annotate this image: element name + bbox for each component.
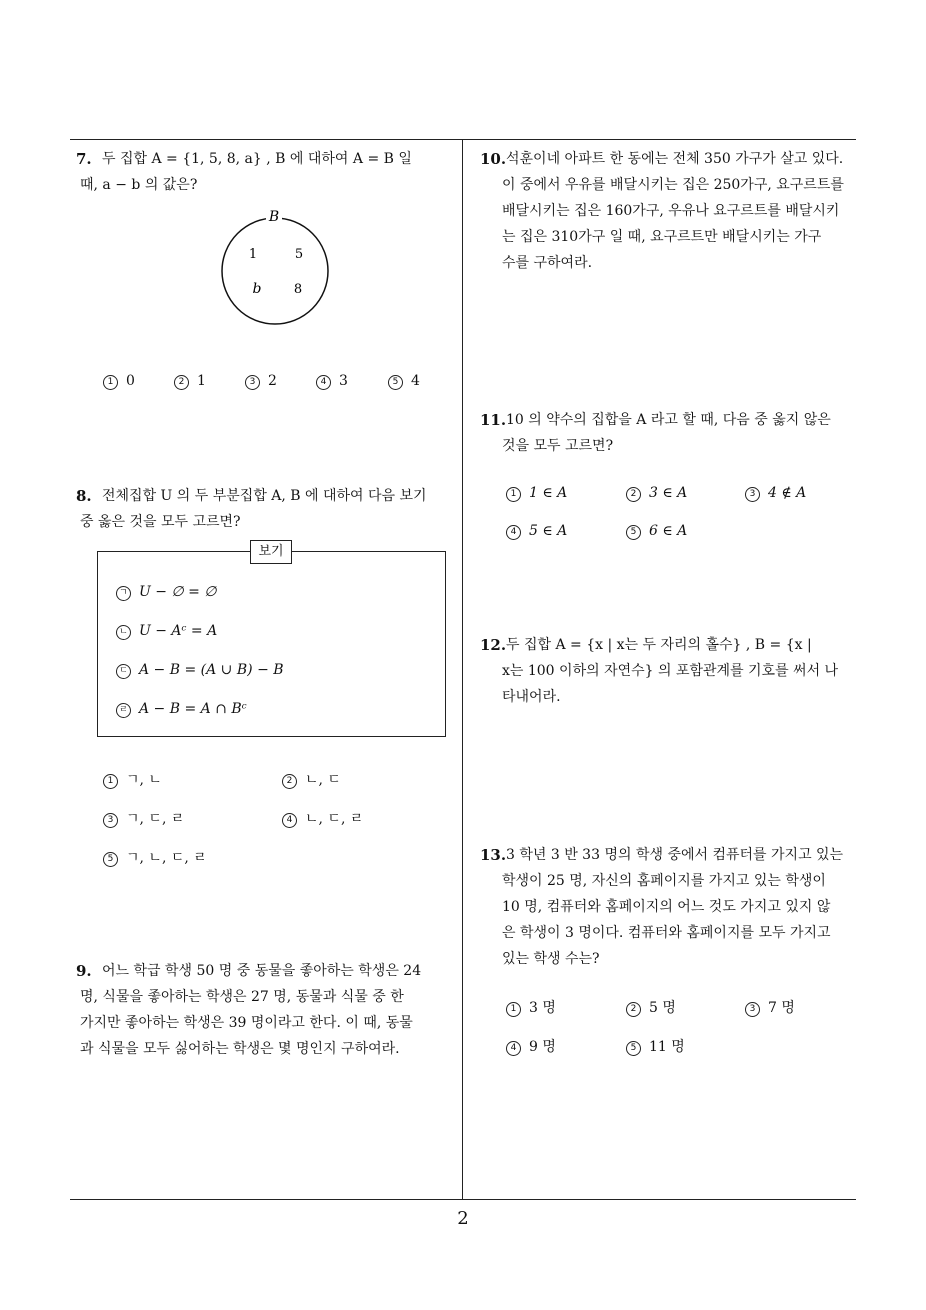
question-text-line: 것을 모두 고르면? xyxy=(502,438,614,454)
option-5[interactable] xyxy=(626,523,687,540)
venn-diagram xyxy=(210,205,340,330)
question-text-line: 어느 학급 학생 50 명 중 동물을 좋아하는 학생은 24 xyxy=(102,963,422,979)
item-text: U − Aᶜ = A xyxy=(139,623,218,639)
top-rule xyxy=(70,139,856,140)
question-text-line: 두 집합 A = {x | x는 두 자리의 홀수} , B = {x | xyxy=(506,637,812,653)
venn-element: 1 xyxy=(248,247,258,262)
option-1[interactable] xyxy=(103,769,162,789)
venn-element: b xyxy=(252,281,262,297)
option-5[interactable] xyxy=(103,847,207,867)
question-13 xyxy=(480,842,860,972)
option-marker: 5 xyxy=(626,525,641,540)
option-5[interactable] xyxy=(388,373,420,390)
option-3[interactable] xyxy=(103,808,184,828)
set-circle xyxy=(222,218,328,324)
option-marker: 2 xyxy=(626,1002,641,1017)
bottom-rule xyxy=(70,1199,856,1200)
question-text-line: 중 옳은 것을 모두 고르면? xyxy=(80,514,241,530)
option-marker: 1 xyxy=(103,774,118,789)
option-marker: 1 xyxy=(103,375,118,390)
option-marker: 2 xyxy=(282,774,297,789)
question-text-line: 10 명, 컴퓨터와 홈페이지의 어느 것도 가지고 있지 않 xyxy=(502,899,831,915)
option-marker: 4 xyxy=(506,525,521,540)
option-2[interactable] xyxy=(626,485,687,502)
question-text-line: 는 집은 310가구 일 때, 요구르트만 배달시키는 가구 xyxy=(502,229,822,245)
option-1[interactable] xyxy=(103,373,135,390)
option-value: 0 xyxy=(126,373,135,389)
question-text-line: 가지만 좋아하는 학생은 39 명이라고 한다. 이 때, 동물 xyxy=(80,1015,413,1031)
item-text: A − B = A ∩ Bᶜ xyxy=(139,701,247,717)
question-text-line: 때, a − b 의 값은? xyxy=(80,177,198,193)
example-item xyxy=(116,584,216,601)
option-marker: 5 xyxy=(103,852,118,867)
option-1[interactable] xyxy=(506,485,567,502)
question-text-line: 수를 구하여라. xyxy=(502,255,593,271)
option-value: ㄱ, ㄷ, ㄹ xyxy=(126,811,185,827)
option-marker: 1 xyxy=(506,1002,521,1017)
option-4[interactable] xyxy=(316,373,348,390)
question-number: 11. xyxy=(480,411,507,429)
option-marker: 1 xyxy=(506,487,521,502)
question-text-line: 명, 식물을 좋아하는 학생은 27 명, 동물과 식물 중 한 xyxy=(80,989,404,1005)
option-value: 5 ∈ A xyxy=(529,523,568,539)
option-marker: 5 xyxy=(626,1041,641,1056)
option-value: 1 ∈ A xyxy=(529,485,568,501)
option-3[interactable] xyxy=(745,485,806,502)
example-box-title: 보기 xyxy=(250,540,292,564)
option-marker: 4 xyxy=(282,813,297,828)
question-number: 7. xyxy=(76,150,92,168)
option-2[interactable] xyxy=(282,769,341,789)
option-marker: 3 xyxy=(245,375,260,390)
question-number: 10. xyxy=(480,150,507,168)
option-value: ㄱ, ㄴ xyxy=(126,772,162,788)
question-text-line: x는 100 이하의 자연수} 의 포함관계를 기호를 써서 나 xyxy=(502,663,839,679)
item-marker: ㄷ xyxy=(116,664,131,679)
question-text-line: 10 의 약수의 집합을 A 라고 할 때, 다음 중 옳지 않은 xyxy=(506,412,831,428)
question-text-line: 이 중에서 우유를 배달시키는 집은 250가구, 요구르트를 xyxy=(502,177,844,193)
page-number: 2 xyxy=(457,1208,469,1229)
option-4[interactable] xyxy=(282,808,363,828)
option-marker: 3 xyxy=(745,1002,760,1017)
question-text-line: 두 집합 A = {1, 5, 8, a} , B 에 대하여 A = B 일 xyxy=(102,151,412,167)
option-1[interactable] xyxy=(506,997,556,1017)
question-number: 8. xyxy=(76,487,92,505)
option-value: 11 명 xyxy=(649,1039,685,1055)
item-marker: ㄴ xyxy=(116,625,131,640)
option-value: 3 xyxy=(339,373,348,389)
question-9 xyxy=(76,958,456,1062)
question-number: 13. xyxy=(480,846,507,864)
example-item xyxy=(116,662,284,679)
option-value: 5 명 xyxy=(649,1000,676,1016)
option-value: 7 명 xyxy=(768,1000,795,1016)
option-2[interactable] xyxy=(174,373,206,390)
option-4[interactable] xyxy=(506,1036,556,1056)
item-marker: ㄹ xyxy=(116,703,131,718)
option-value: 6 ∈ A xyxy=(649,523,688,539)
option-3[interactable] xyxy=(745,997,795,1017)
option-value: 3 ∈ A xyxy=(649,485,688,501)
option-value: 4 xyxy=(411,373,420,389)
option-marker: 2 xyxy=(626,487,641,502)
item-text: U − ∅ = ∅ xyxy=(139,584,217,600)
question-text-line: 있는 학생 수는? xyxy=(502,951,600,967)
item-marker: ㄱ xyxy=(116,586,131,601)
option-marker: 4 xyxy=(506,1041,521,1056)
question-text-line: 학생이 25 명, 자신의 홈페이지를 가지고 있는 학생이 xyxy=(502,873,826,889)
option-marker: 2 xyxy=(174,375,189,390)
option-value: 3 명 xyxy=(529,1000,556,1016)
option-value: ㄱ, ㄴ, ㄷ, ㄹ xyxy=(126,850,207,866)
question-text-line: 과 식물을 모두 싫어하는 학생은 몇 명인지 구하여라. xyxy=(80,1041,400,1057)
question-text-line: 3 학년 3 반 33 명의 학생 중에서 컴퓨터를 가지고 있는 xyxy=(506,847,844,863)
option-value: ㄴ, ㄷ, ㄹ xyxy=(305,811,364,827)
option-marker: 3 xyxy=(745,487,760,502)
option-value: 1 xyxy=(197,373,206,389)
option-value: 9 명 xyxy=(529,1039,556,1055)
question-text-line: 배달시키는 집은 160가구, 우유나 요구르트를 배달시키 xyxy=(502,203,840,219)
venn-element: 8 xyxy=(293,282,303,297)
question-text-line: 석훈이네 아파트 한 동에는 전체 350 가구가 살고 있다. xyxy=(506,151,844,167)
option-value: ㄴ, ㄷ xyxy=(305,772,341,788)
option-value: 2 xyxy=(268,373,277,389)
question-12 xyxy=(480,632,860,710)
question-10 xyxy=(480,146,860,276)
example-item xyxy=(116,623,217,640)
option-value: 4 ∉ A xyxy=(768,485,807,501)
option-4[interactable] xyxy=(506,523,567,540)
option-5[interactable] xyxy=(626,1036,685,1056)
question-text-line: 전체집합 U 의 두 부분집합 A, B 에 대하여 다음 보기 xyxy=(102,488,427,504)
question-text-line: 은 학생이 3 명이다. 컴퓨터와 홈페이지를 모두 가지고 xyxy=(502,925,831,941)
question-7 xyxy=(76,146,456,198)
example-item xyxy=(116,701,247,718)
option-marker: 3 xyxy=(103,813,118,828)
option-marker: 4 xyxy=(316,375,331,390)
question-text-line: 타내어라. xyxy=(502,689,561,705)
question-number: 12. xyxy=(480,636,507,654)
set-label: B xyxy=(268,209,280,225)
column-divider xyxy=(462,139,463,1200)
venn-element: 5 xyxy=(294,247,304,262)
item-text: A − B = (A ∪ B) − B xyxy=(139,662,284,678)
option-3[interactable] xyxy=(245,373,277,390)
option-2[interactable] xyxy=(626,997,676,1017)
question-11 xyxy=(480,407,860,459)
question-8 xyxy=(76,483,456,535)
option-marker: 5 xyxy=(388,375,403,390)
question-number: 9. xyxy=(76,962,92,980)
